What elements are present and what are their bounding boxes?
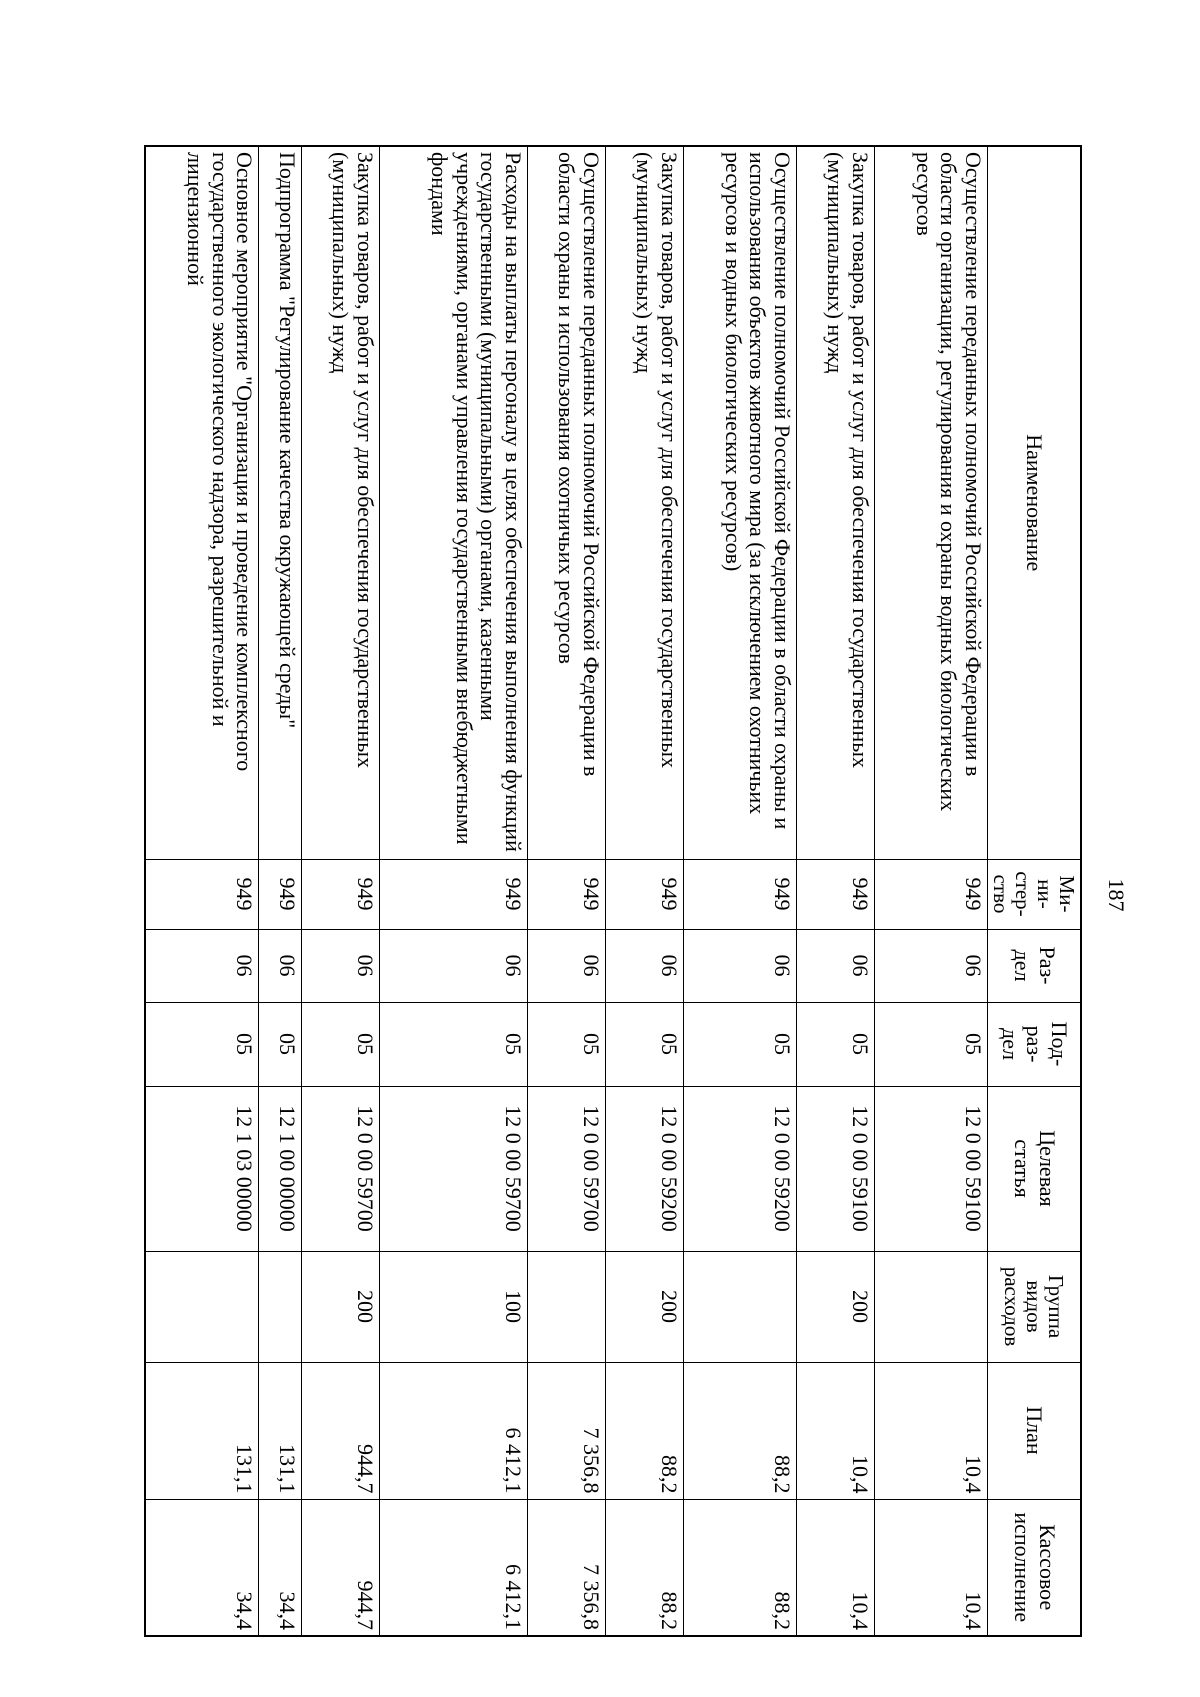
table-row [259,146,301,1636]
cell-group [874,1251,987,1362]
cell-target: 12 0 00 59100 [796,1086,874,1251]
cell-section: 06 [874,929,987,1002]
cell-exec: 944,7 [301,1499,379,1636]
cell-group: 200 [796,1251,874,1362]
cell-group [528,1251,606,1362]
cell-target: 12 0 00 59100 [874,1086,987,1251]
cell-group [683,1251,796,1362]
cell-name: Расходы на выплаты персоналу в целях обеспечения выполнения функций государственными (муниципальными) органами, казенными учреждениями, органами управления государственными внебюджетными фондами [379,146,527,859]
cell-target: 12 0 00 59200 [605,1086,683,1251]
cell-name: Осуществление полномочий Российской Федерации в области охраны и использования объектов животного мира (за исключением охотничьих ресурсов и водных биологических ресурсов) [683,146,796,859]
cell-name: Закупка товаров, работ и услуг для обеспечения государственных (муниципальных) нужд [605,146,683,859]
cell-target: 12 0 00 59700 [301,1086,379,1251]
header-plan: План [987,1362,1081,1499]
cell-section: 06 [145,929,259,1002]
budget-table-container [144,145,1082,1635]
budget-table [144,145,1082,1637]
cell-subsection: 05 [528,1002,606,1086]
cell-exec: 10,4 [796,1499,874,1636]
cell-section: 06 [796,929,874,1002]
cell-exec: 7 356,8 [528,1499,606,1636]
cell-plan: 944,7 [301,1362,379,1499]
cell-ministry: 949 [683,859,796,929]
cell-section: 06 [528,929,606,1002]
header-target: Целевая статья [987,1086,1081,1251]
table-header-row [987,146,1081,1636]
cell-group: 100 [379,1251,527,1362]
cell-ministry: 949 [145,859,259,929]
cell-target: 12 0 00 59200 [683,1086,796,1251]
cell-name: Осуществление переданных полномочий Российской Федерации в области охраны и использования охотничьих ресурсов [528,146,606,859]
cell-target: 12 1 03 00000 [145,1086,259,1251]
cell-section: 06 [259,929,301,1002]
header-name: Наименование [987,146,1081,859]
cell-plan: 88,2 [683,1362,796,1499]
cell-name: Закупка товаров, работ и услуг для обеспечения государственных (муниципальных) нужд [796,146,874,859]
cell-section: 06 [379,929,527,1002]
cell-ministry: 949 [796,859,874,929]
cell-plan: 88,2 [605,1362,683,1499]
table-row [301,146,379,1636]
cell-exec: 34,4 [259,1499,301,1636]
cell-ministry: 949 [605,859,683,929]
cell-subsection: 05 [301,1002,379,1086]
cell-group [259,1251,301,1362]
cell-target: 12 0 00 59700 [379,1086,527,1251]
table-row [379,146,527,1636]
cell-exec: 88,2 [683,1499,796,1636]
cell-plan: 10,4 [874,1362,987,1499]
cell-exec: 10,4 [874,1499,987,1636]
header-exec: Кассовое исполнение [987,1499,1081,1636]
cell-subsection: 05 [874,1002,987,1086]
cell-ministry: 949 [301,859,379,929]
cell-subsection: 05 [259,1002,301,1086]
cell-section: 06 [301,929,379,1002]
cell-group: 200 [301,1251,379,1362]
page-number: 187 [1104,878,1129,912]
cell-plan: 131,1 [259,1362,301,1499]
cell-name: Закупка товаров, работ и услуг для обеспечения государственных (муниципальных) нужд [301,146,379,859]
cell-subsection: 05 [683,1002,796,1086]
cell-ministry: 949 [379,859,527,929]
cell-name: Подпрограмма "Регулирование качества окружающей среды" [259,146,301,859]
cell-subsection: 05 [605,1002,683,1086]
table-row [145,146,259,1636]
cell-plan: 131,1 [145,1362,259,1499]
cell-ministry: 949 [259,859,301,929]
cell-exec: 6 412,1 [379,1499,527,1636]
cell-name: Осуществление переданных полномочий Российской Федерации в области организации, регулирования и охраны водных биологических ресурсов [874,146,987,859]
cell-group: 200 [605,1251,683,1362]
table-row [874,146,987,1636]
cell-section: 06 [605,929,683,1002]
cell-section: 06 [683,929,796,1002]
cell-plan: 7 356,8 [528,1362,606,1499]
cell-ministry: 949 [874,859,987,929]
cell-subsection: 05 [145,1002,259,1086]
table-row [796,146,874,1636]
cell-target: 12 0 00 59700 [528,1086,606,1251]
cell-subsection: 05 [796,1002,874,1086]
cell-subsection: 05 [379,1002,527,1086]
cell-exec: 34,4 [145,1499,259,1636]
table-row [528,146,606,1636]
header-section: Раз- дел [987,929,1081,1002]
header-subsection: Под- раз- дел [987,1002,1081,1086]
table-row [605,146,683,1636]
cell-ministry: 949 [528,859,606,929]
cell-group [145,1251,259,1362]
cell-plan: 10,4 [796,1362,874,1499]
header-ministry: Ми- ни- стер- ство [987,859,1081,929]
cell-plan: 6 412,1 [379,1362,527,1499]
cell-name: Основное мероприятие "Организация и проведение комплексного государственного экологического надзора, разрешительной и лицензионной [145,146,259,859]
cell-exec: 88,2 [605,1499,683,1636]
table-row [683,146,796,1636]
cell-target: 12 1 00 00000 [259,1086,301,1251]
header-group: Группа видов расходов [987,1251,1081,1362]
